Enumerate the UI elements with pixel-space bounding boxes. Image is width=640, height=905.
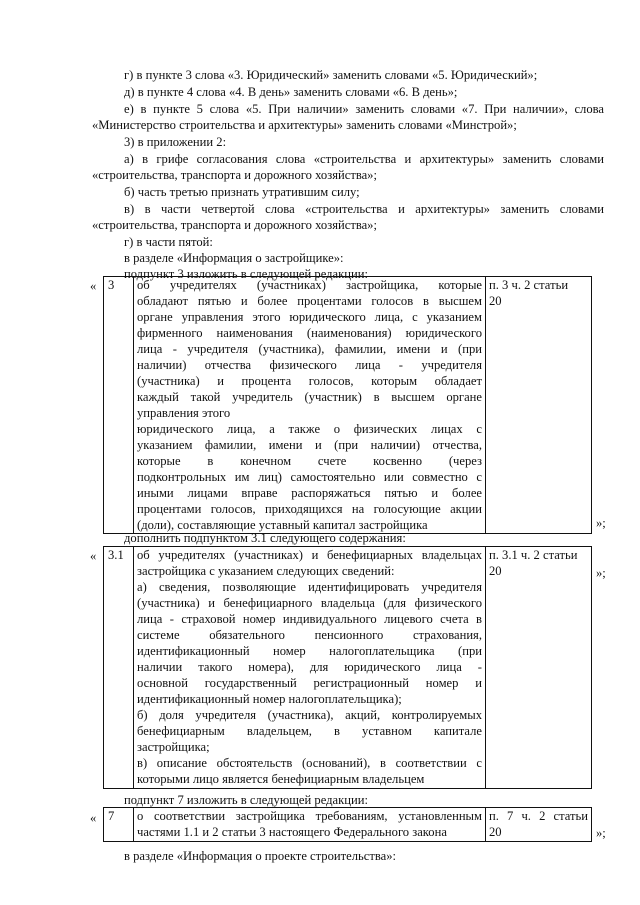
table-row-text: об учредителях (участниках) застройщика, которые обладают пятью и более процентами голосов в высшем органе управления этого юридического лица, с указанием фирменного наименования (наименования) юридического лица - учредителя (участника), фамилии, имени и (при наличии) отчества физического лица - учредителя (участника) и процента голосов, которым обладает каждый такой учредитель (участник) в высшем органе управления этого юридического лица, а также о физических лицах с указанием фамилии, имени и (при наличии) отчества, которые в конечном счете косвенно (через подконтрольных им лиц) самостоятельно или совместно с иными лицами вправе распоряжаться пятью и более процентами голосов, приходящихся на голосующие акции (доли), составляющие уставный капитал застройщика [134,277,486,534]
text-line: д) в пункте 4 слова «4. В день» заменить словами «6. В день»; [124,85,458,99]
open-quote: « [90,549,97,563]
open-quote: « [90,279,97,293]
text-line: в разделе «Информация о проекте строительства»: [124,849,397,863]
text-line: дополнить подпунктом 3.1 следующего содержания: [124,531,406,545]
text-line: г) в пункте 3 слова «3. Юридический» заменить словами «5. Юридический»; [124,68,538,82]
text-line: в) в части четвертой слова «строительства и архитектуры» заменить словами [124,202,604,216]
table-row-number: 7 [104,808,134,842]
text-line: подпункт 3 изложить в следующей редакции: [124,267,368,281]
table-row-reference: п. 7 ч. 2 статьи 20 [486,808,592,842]
text-line: а) в грифе согласования слова «строительства и архитектуры» заменить словами [124,152,604,166]
text-line: подпункт 7 изложить в следующей редакции: [124,793,368,807]
table-row-reference: п. 3.1 ч. 2 статьи 20 [486,547,592,789]
amendment-table-3 [103,276,592,534]
table-row-text: о соответствии застройщика требованиям, установленным частями 1.1 и 2 статьи 3 настоящего Федерального закона [134,808,486,842]
table-row-number: 3.1 [104,547,134,789]
amendment-table-3-1 [103,546,592,789]
close-quote: »; [596,566,606,580]
table-row-number: 3 [104,277,134,534]
text-line: в разделе «Информация о застройщике»: [124,251,344,265]
text-line: е) в пункте 5 слова «5. При наличии» заменить словами «7. При наличии», слова [124,102,604,116]
open-quote: « [90,811,97,825]
close-quote: »; [596,826,606,840]
text-line: г) в части пятой: [124,235,213,249]
text-line: «строительства, транспорта и дорожного хозяйства»; [92,168,377,182]
table-row-text: об учредителях (участниках) и бенефициарных владельцах застройщика с указанием следующих сведений: а) сведения, позволяющие идентифицировать учредителя (участника) и бенефициарного владельца (для физического лица - страховой номер индивидуального лицевого счета в системе обязательного пенсионного страхования, идентификационный номер налогоплательщика (при наличии такого номера), для юридического лица - основной государственный регистрационный номер и идентификационный номер налогоплательщика); б) доля учредителя (участника), акций, контролируемых бенефициарным владельцем, в уставном капитале застройщика; в) описание обстоятельств (оснований), в соответствии с которыми лицо является бенефициарным владельцем [134,547,486,789]
text-line: «Министерство строительства и архитектуры» заменить словами «Минстрой»; [92,118,517,132]
text-line: «строительства, транспорта и дорожного хозяйства»; [92,218,377,232]
text-line: б) часть третью признать утратившим силу; [124,185,360,199]
table-row-reference: п. 3 ч. 2 статьи 20 [486,277,592,534]
amendment-table-7 [103,807,592,842]
close-quote: »; [596,516,606,530]
text-line: 3) в приложении 2: [124,135,227,149]
